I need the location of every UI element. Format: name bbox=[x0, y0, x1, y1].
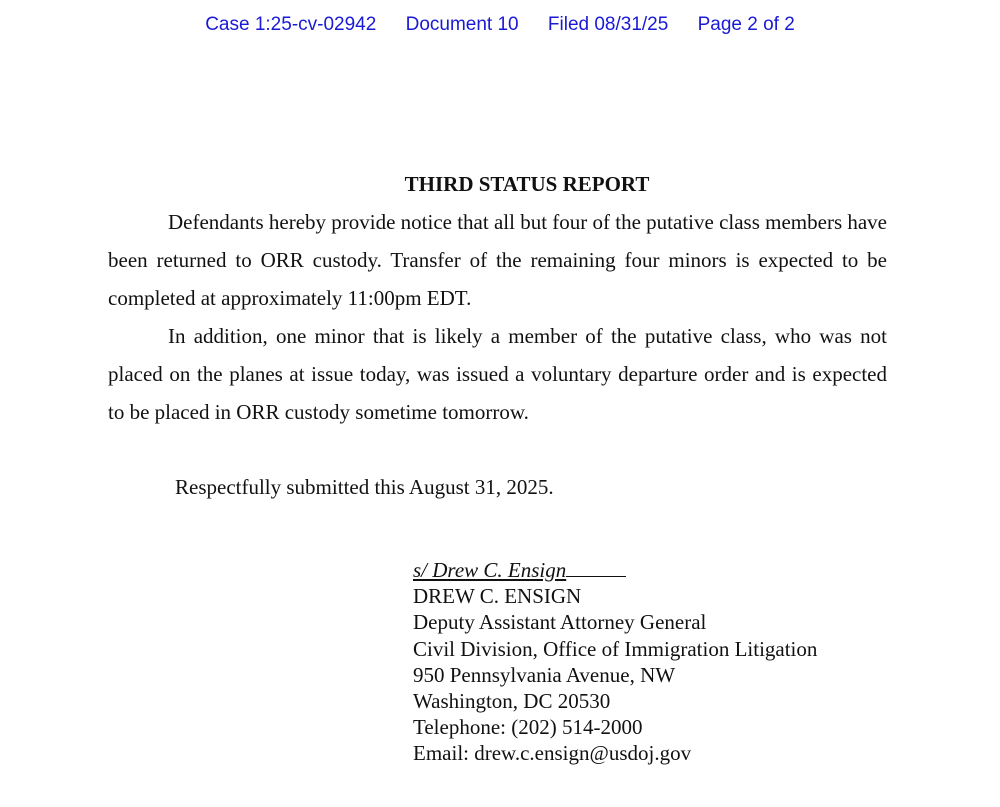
document-title: THIRD STATUS REPORT bbox=[404, 172, 650, 196]
filed-date: Filed 08/31/25 bbox=[547, 14, 669, 35]
signer-office: Civil Division, Office of Immigration Litigation bbox=[413, 636, 818, 661]
document-number: Document 10 bbox=[405, 14, 519, 35]
signer-email: Email: drew.c.ensign@usdoj.gov bbox=[413, 741, 692, 766]
paragraph-2: In addition, one minor that is likely a member of the putative class, who was not placed on the planes at issue today, was issued a voluntary departure order and is expected to be placed in ORR custody sometime tomorrow. bbox=[108, 324, 887, 424]
case-number: Case 1:25-cv-02942 bbox=[205, 14, 377, 35]
ecf-filing-header bbox=[0, 14, 1000, 36]
signer-telephone: Telephone: (202) 514-2000 bbox=[413, 715, 643, 740]
signature-underline bbox=[566, 575, 626, 577]
electronic-signature bbox=[413, 557, 817, 583]
page-number: Page 2 of 2 bbox=[697, 14, 795, 35]
signer-position: Deputy Assistant Attorney General bbox=[413, 610, 707, 635]
signer-name: DREW C. ENSIGN bbox=[413, 584, 582, 609]
signer-street-address: 950 Pennsylvania Avenue, NW bbox=[413, 662, 676, 687]
paragraph-1: Defendants hereby provide notice that all but four of the putative class members have been returned to ORR custody. Transfer of the remaining four minors is expected to be completed at approximately 11:00pm EDT. bbox=[108, 210, 888, 310]
signer-city: Washington, DC 20530 bbox=[413, 689, 611, 714]
signature-block bbox=[413, 557, 817, 767]
signature-text: s/ Drew C. Ensign bbox=[413, 558, 567, 582]
submission-statement: Respectfully submitted this August 31, 2025. bbox=[175, 475, 554, 499]
